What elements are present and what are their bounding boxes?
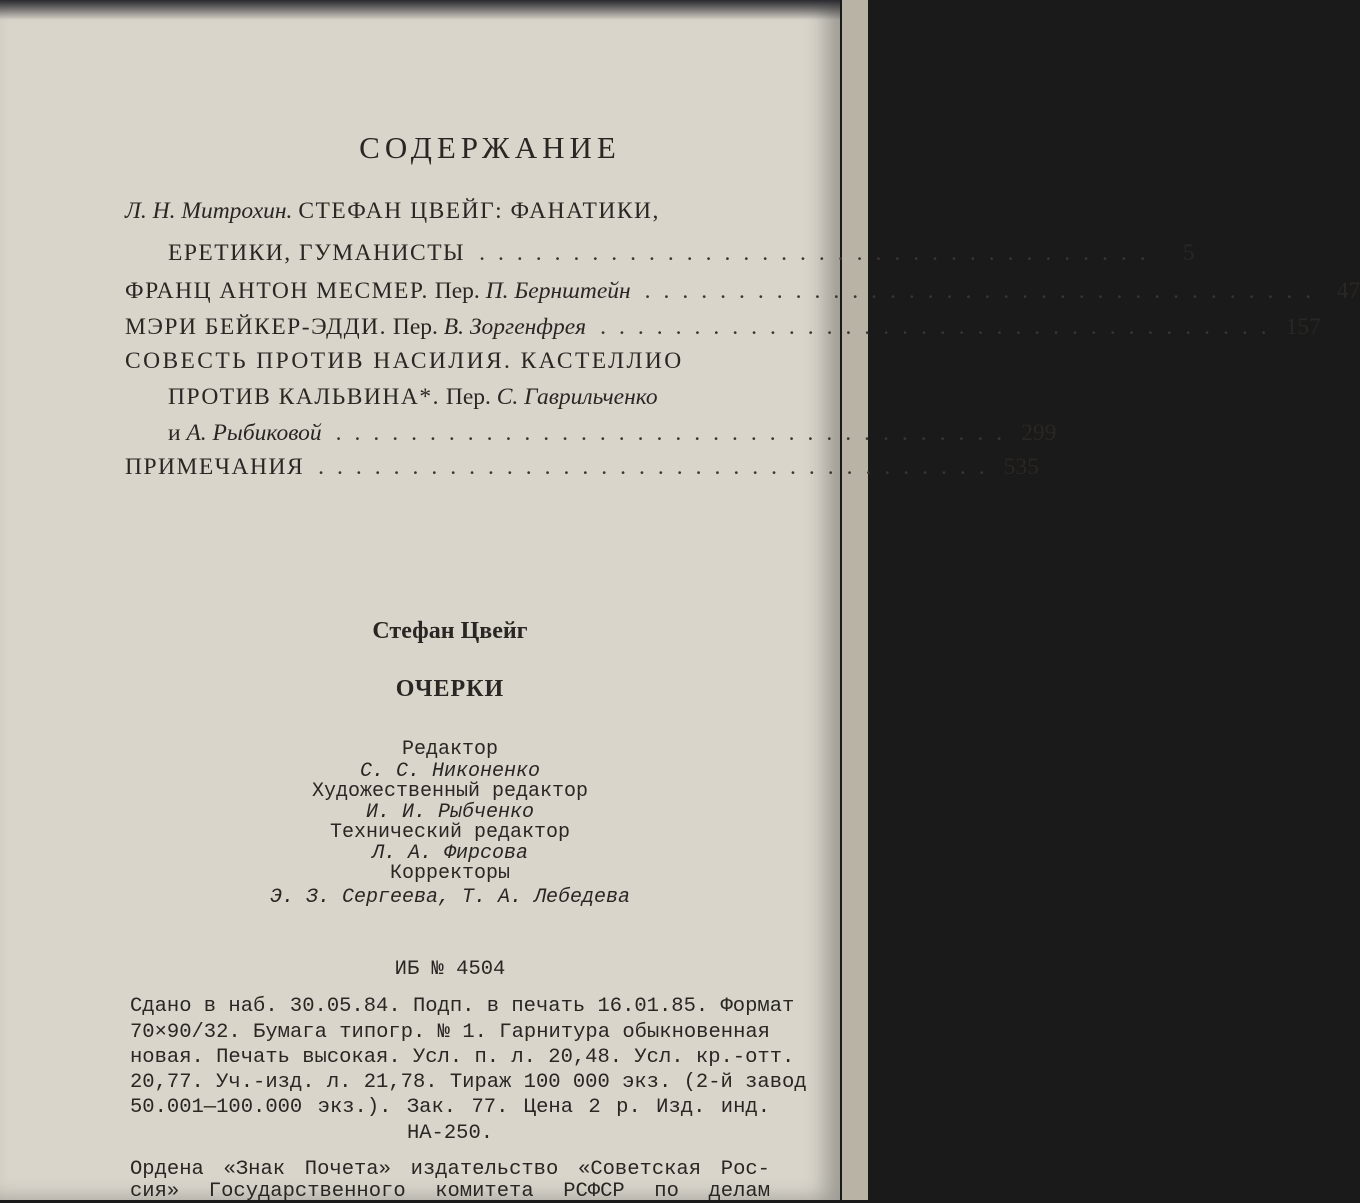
toc-entry-line <box>168 384 765 420</box>
ib-number: ИБ № 4504 <box>394 958 506 981</box>
toc-page-number: 535 <box>1003 454 1039 480</box>
toc-translator-prefix: Пер. <box>392 314 438 340</box>
toc-entry-line <box>125 348 765 384</box>
credit-names: Э. З. Сергеева, Т. А. Лебедева <box>269 886 631 909</box>
top-shadow <box>0 0 840 20</box>
toc-page-number: 5 <box>1182 240 1195 266</box>
imprint-line: Ордена «Знак Почета» издательство «Советская Рос- <box>130 1158 770 1181</box>
toc-heading: СОДЕРЖАНИЕ <box>359 130 621 165</box>
credit-names: С. С. Никоненко <box>359 760 541 783</box>
toc-translator-prefix: Пер. <box>445 384 491 410</box>
toc-translator: С. Гаврильченко <box>496 384 658 410</box>
credit-names: Л. А. Фирсова <box>371 842 529 865</box>
toc-entry-line <box>125 198 765 234</box>
toc-translator: А. Рыбиковой <box>186 420 322 446</box>
toc-translator: П. Бернштейн <box>485 278 631 304</box>
imprint-line: новая. Печать высокая. Усл. п. л. 20,48. Усл. кр.-отт. <box>130 1046 795 1069</box>
credit-role: Технический редактор <box>329 821 571 844</box>
credit-role: Редактор <box>401 738 498 761</box>
toc-title: МЭРИ БЕЙКЕР-ЭДДИ. <box>125 314 388 340</box>
book-title: ОЧЕРКИ <box>395 676 505 702</box>
toc-title: ЕРЕТИКИ, ГУМАНИСТЫ <box>168 240 466 266</box>
credit-role: Художественный редактор <box>311 780 589 803</box>
toc-entry-line <box>168 240 1195 276</box>
toc-translator-prefix: Пер. <box>434 278 480 304</box>
toc-title: ПРИМЕЧАНИЯ <box>125 454 305 480</box>
dot-leader: .................................... <box>600 314 1280 340</box>
toc-title: СОВЕСТЬ ПРОТИВ НАСИЛИЯ. КАСТЕЛЛИО <box>125 348 684 374</box>
book-author: Стефан Цвейг <box>372 618 528 644</box>
page-edge <box>842 0 868 1200</box>
imprint-line: 70×90/32. Бумага типогр. № 1. Гарнитура обыкновенная <box>130 1021 770 1044</box>
dot-leader: .................................... <box>644 278 1325 304</box>
toc-title: ПРОТИВ КАЛЬВИНА*. <box>168 384 440 410</box>
imprint-line: 20,77. Уч.-изд. л. 21,78. Тираж 100 000 экз. (2-й завод <box>130 1071 807 1094</box>
toc-page-number: 47 <box>1336 278 1360 304</box>
toc-title: СТЕФАН ЦВЕЙГ: ФАНАТИКИ, <box>298 198 660 224</box>
imprint-line: 50.001—100.000 экз.). Зак. 77. Цена 2 р. Изд. инд. <box>130 1096 770 1119</box>
imprint-line: Сдано в наб. 30.05.84. Подп. в печать 16.01.85. Формат <box>130 995 795 1018</box>
toc-entry-line <box>125 454 1039 490</box>
imprint-line: сия» Государственного комитета РСФСР по делам <box>130 1180 770 1203</box>
toc-title: ФРАНЦ АНТОН МЕСМЕР. <box>125 278 429 304</box>
dot-leader: .................................... <box>335 420 1016 446</box>
credit-names: И. И. Рыбченко <box>365 801 535 824</box>
toc-translator: В. Зоргенфрея <box>443 314 587 340</box>
credit-role: Корректоры <box>389 862 511 885</box>
toc-entry-line <box>168 420 1057 456</box>
dot-leader: .................................... <box>479 240 1159 266</box>
toc-page-number: 299 <box>1021 420 1057 446</box>
imprint-line: НА-250. <box>406 1122 494 1145</box>
toc-author: Л. Н. Митрохин. <box>125 198 293 224</box>
dot-leader: .................................... <box>318 454 998 480</box>
toc-page-number: 157 <box>1285 314 1321 340</box>
toc-entry-line <box>125 314 1321 350</box>
toc-title: и <box>168 420 181 446</box>
toc-entry-line <box>125 278 1360 314</box>
